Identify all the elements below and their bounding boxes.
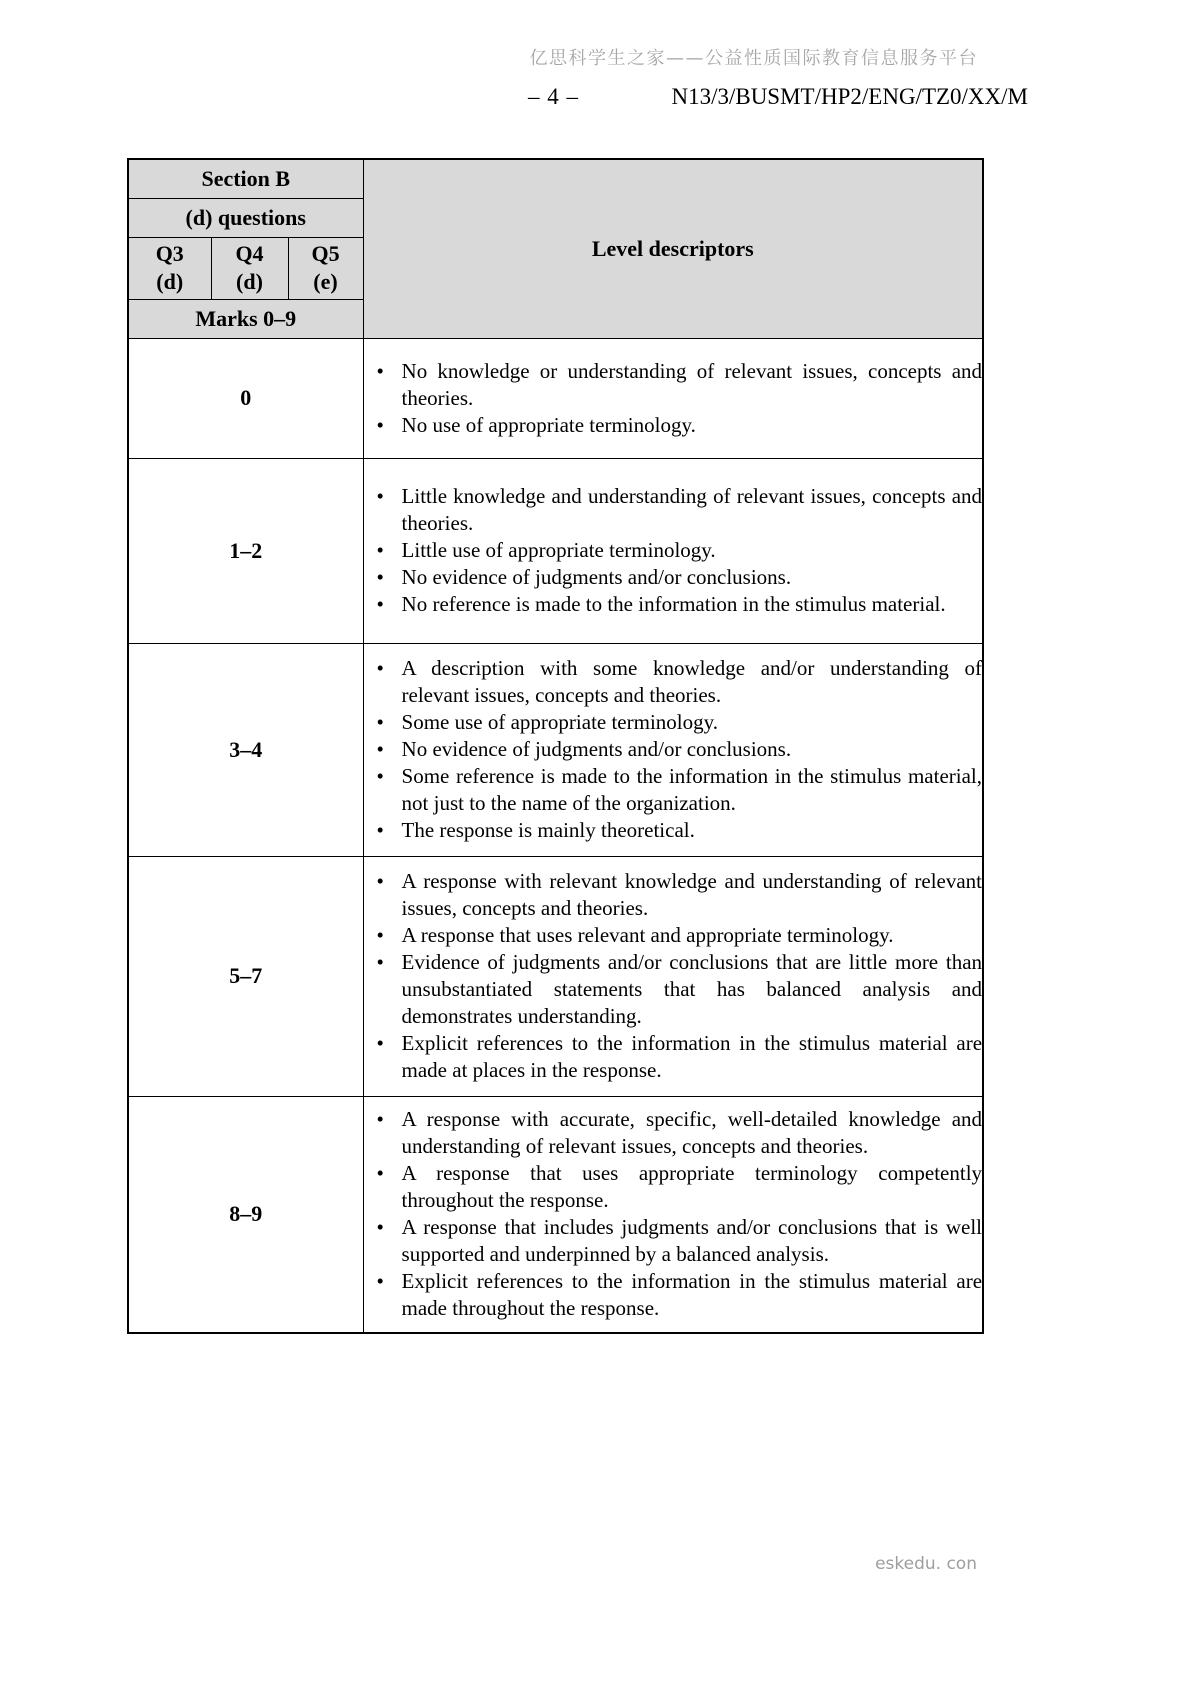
question-label: Q5 [311, 241, 340, 266]
descriptor-bullet: • No reference is made to the information in the stimulus material. [364, 591, 983, 618]
marks-range-cell: Marks 0–9 [128, 299, 363, 338]
descriptor-bullet: • A response with relevant knowledge and understanding of relevant issues, concepts and theories. [364, 868, 983, 922]
descriptor-bullet: • Explicit references to the information in the stimulus material are made at places in the response. [364, 1030, 983, 1084]
descriptor-cell [363, 643, 983, 856]
table-row [128, 856, 983, 1096]
descriptor-cell [363, 856, 983, 1096]
level-descriptors-header-cell: Level descriptors [363, 159, 983, 338]
descriptor-bullet: • No evidence of judgments and/or conclusions. [364, 564, 983, 591]
descriptor-cell [363, 458, 983, 643]
descriptor-bullet: • Some use of appropriate terminology. [364, 709, 983, 736]
question-col-q3 [128, 237, 211, 299]
descriptor-list [364, 358, 983, 439]
descriptor-bullet: • A description with some knowledge and/or understanding of relevant issues, concepts and theories. [364, 655, 983, 709]
table-row [128, 1096, 983, 1333]
question-col-q4 [211, 237, 288, 299]
table-row [128, 458, 983, 643]
questions-group-cell: (d) questions [128, 198, 363, 237]
section-header-cell: Section B [128, 159, 363, 198]
marks-band-cell: 3–4 [128, 643, 363, 856]
table-row [128, 643, 983, 856]
question-part-label: (e) [313, 269, 338, 294]
descriptor-bullet: • No use of appropriate terminology. [364, 412, 983, 439]
question-part-label: (d) [156, 269, 184, 294]
descriptor-bullet: • Explicit references to the information in the stimulus material are made throughout the response. [364, 1268, 983, 1322]
question-label: Q4 [235, 241, 264, 266]
descriptor-bullet: • The response is mainly theoretical. [364, 817, 983, 844]
marks-band-cell: 5–7 [128, 856, 363, 1096]
marks-band-cell: 1–2 [128, 458, 363, 643]
question-col-q5 [288, 237, 363, 299]
marks-band-cell: 8–9 [128, 1096, 363, 1333]
descriptor-cell [363, 1096, 983, 1333]
level-descriptors-table [127, 158, 984, 1334]
descriptor-cell [363, 338, 983, 458]
page-number: – 4 – [528, 84, 579, 109]
descriptor-list [364, 1106, 983, 1322]
descriptor-bullet: • A response with accurate, specific, well-detailed knowledge and understanding of relevant issues, concepts and theories. [364, 1106, 983, 1160]
descriptor-list [364, 483, 983, 618]
descriptor-bullet: • Little use of appropriate terminology. [364, 537, 983, 564]
bottom-watermark-text: eskedu. con [875, 1554, 977, 1574]
descriptor-bullet: • Some reference is made to the information in the stimulus material, not just to the name of the organization. [364, 763, 983, 817]
descriptor-bullet: • No evidence of judgments and/or conclusions. [364, 736, 983, 763]
marks-band-cell: 0 [128, 338, 363, 458]
descriptor-list [364, 655, 983, 844]
descriptor-bullet: • A response that uses relevant and appropriate terminology. [364, 922, 983, 949]
descriptor-bullet: • A response that uses appropriate terminology competently throughout the response. [364, 1160, 983, 1214]
descriptor-bullet: • Little knowledge and understanding of relevant issues, concepts and theories. [364, 483, 983, 537]
question-part-label: (d) [236, 269, 263, 294]
top-watermark-text: 亿思科学生之家——公益性质国际教育信息服务平台 [529, 48, 978, 69]
descriptor-bullet: • A response that includes judgments and/or conclusions that is well supported and underpinned by a balanced analysis. [364, 1214, 983, 1268]
paper-code: N13/3/BUSMT/HP2/ENG/TZ0/XX/M [671, 84, 1028, 109]
descriptor-bullet: • Evidence of judgments and/or conclusions that are little more than unsubstantiated statements that has balanced analysis and demonstrates understanding. [364, 949, 983, 1030]
descriptor-bullet: • No knowledge or understanding of relevant issues, concepts and theories. [364, 358, 983, 412]
question-label: Q3 [155, 241, 184, 266]
descriptor-list [364, 868, 983, 1084]
table-row [128, 338, 983, 458]
